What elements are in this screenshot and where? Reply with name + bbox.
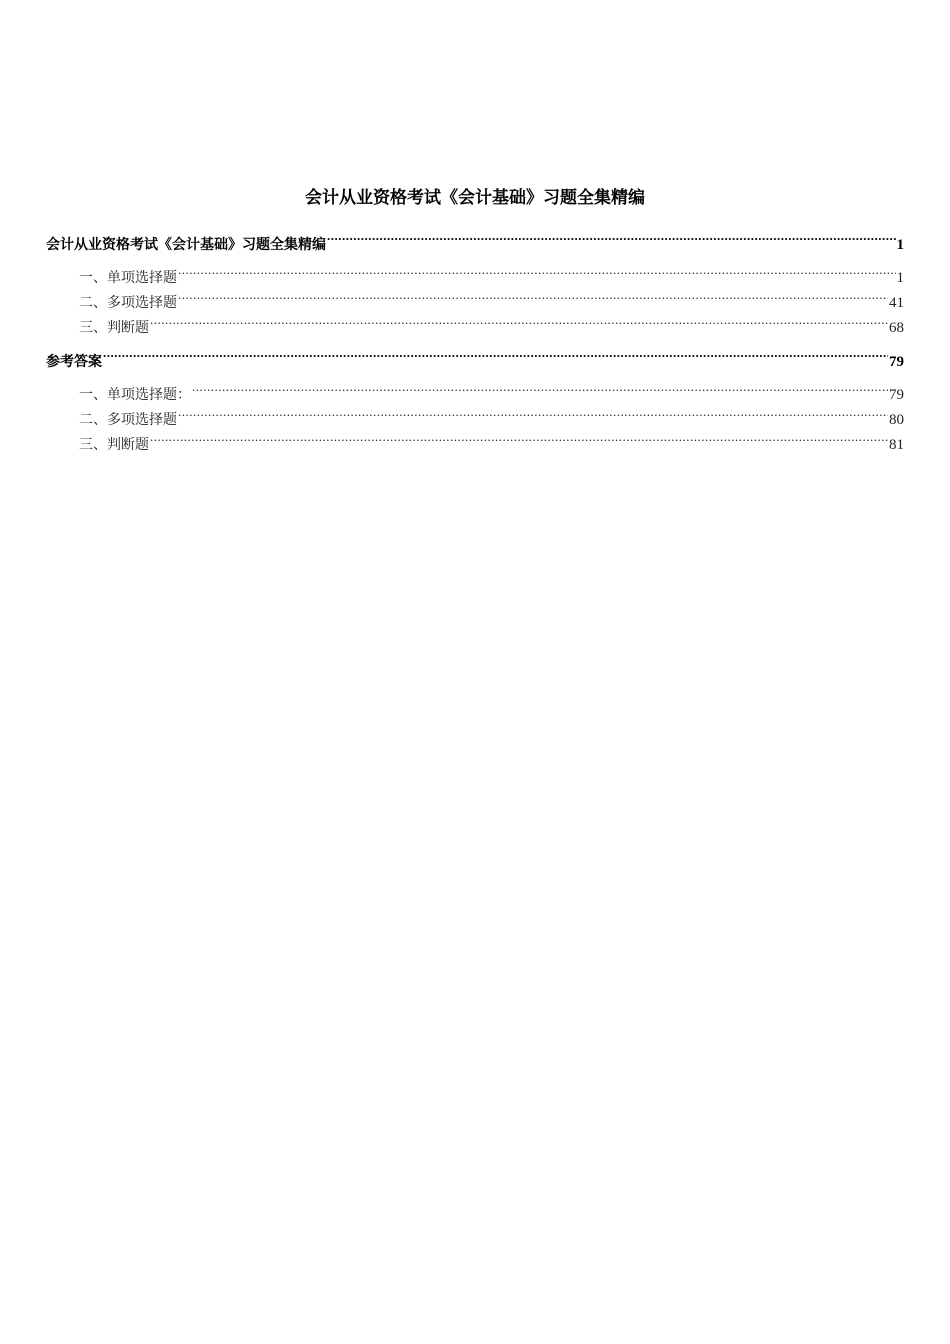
toc-entry-single-choice[interactable] <box>46 266 904 291</box>
toc-page-number: 41 <box>889 295 904 311</box>
document-title: 会计从业资格考试《会计基础》习题全集精编 <box>305 188 645 208</box>
toc-page-number: 68 <box>889 320 904 336</box>
toc-entry-answers-multiple-choice[interactable] <box>46 408 904 433</box>
toc-dot-leader <box>178 268 896 282</box>
toc-entry-label: 一、单项选择题： <box>79 387 191 403</box>
toc-dot-leader <box>178 410 888 424</box>
toc-page-number: 1 <box>896 270 904 286</box>
toc-page-number: 79 <box>889 354 904 370</box>
toc-page-number: 79 <box>889 387 904 403</box>
toc-entry-label: 三、判断题 <box>79 437 149 453</box>
toc-entry-answers-true-false[interactable] <box>46 433 904 458</box>
toc-entry-answers-single-choice[interactable] <box>46 383 904 408</box>
toc-entry-label: 二、多项选择题 <box>79 295 177 311</box>
table-of-contents <box>46 232 904 458</box>
toc-page-number: 1 <box>896 237 904 253</box>
toc-entry-label: 二、多项选择题 <box>79 412 177 428</box>
toc-dot-leader <box>192 385 888 399</box>
toc-entry-multiple-choice[interactable] <box>46 291 904 316</box>
toc-page-number: 81 <box>889 437 904 453</box>
toc-entry-label: 一、单项选择题 <box>79 270 177 286</box>
toc-dot-leader <box>178 293 888 307</box>
toc-dot-leader <box>327 235 896 249</box>
toc-entry-label: 三、判断题 <box>79 320 149 336</box>
toc-dot-leader <box>150 435 888 449</box>
toc-entry-answers[interactable] <box>46 349 904 375</box>
toc-entry-true-false[interactable] <box>46 316 904 341</box>
toc-page-number: 80 <box>889 412 904 428</box>
toc-dot-leader <box>150 318 888 332</box>
toc-dot-leader <box>103 352 888 366</box>
toc-entry-label: 参考答案 <box>46 354 102 370</box>
toc-entry-main[interactable] <box>46 232 904 258</box>
toc-entry-label: 会计从业资格考试《会计基础》习题全集精编 <box>46 237 326 253</box>
